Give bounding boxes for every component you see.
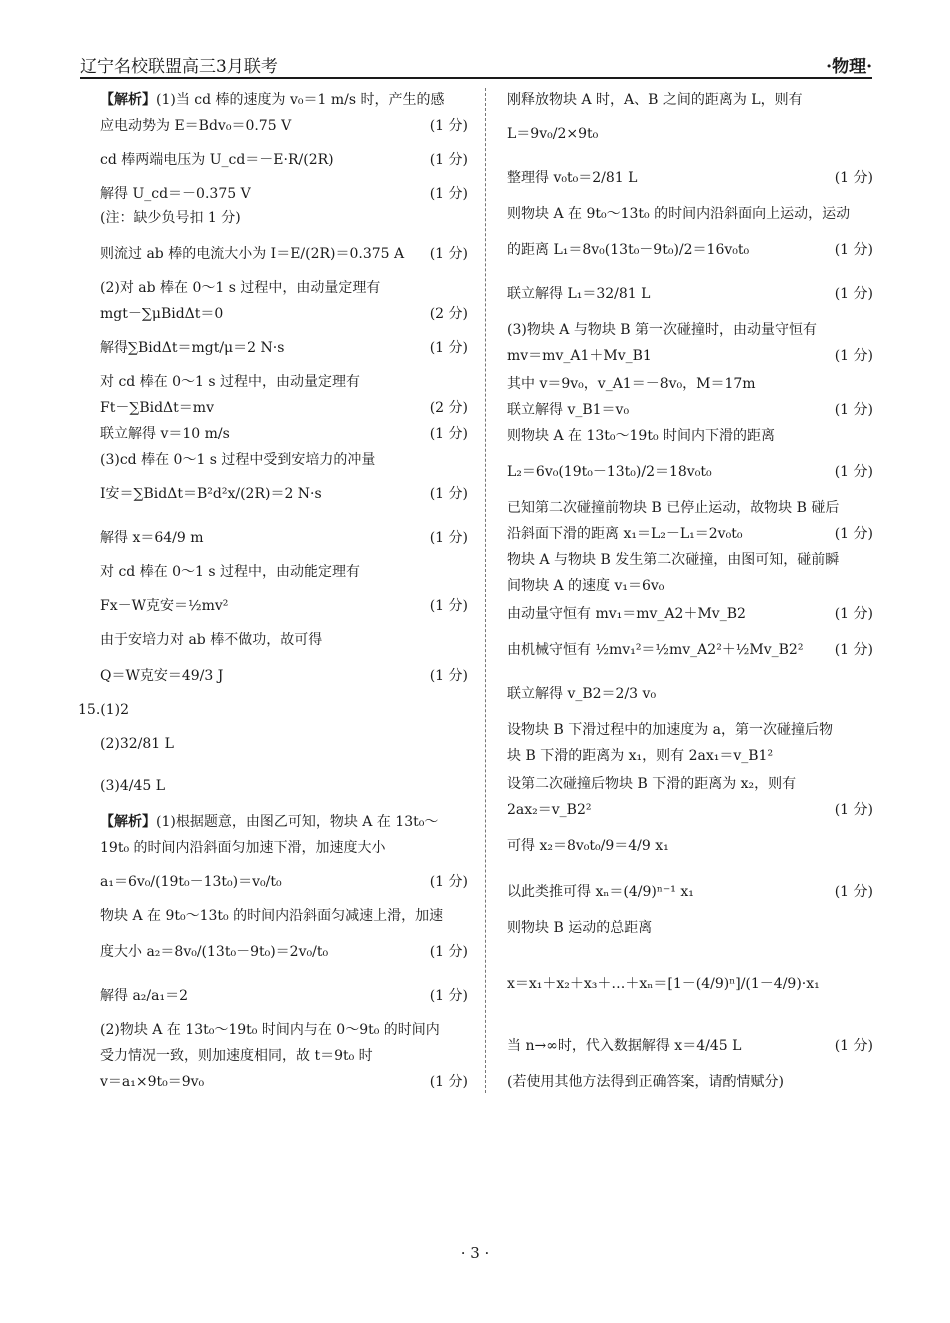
score-label: (1 分) <box>834 170 873 186</box>
line-text: 【解析】(1)根据题意，由图乙可知，物块 A 在 13t₀～ <box>100 814 439 830</box>
line-text: 【解析】(1)当 cd 棒的速度为 v₀＝1 m/s 时，产生的感 <box>100 92 445 108</box>
line-text: (3)4/45 L <box>100 778 166 794</box>
line-text: L＝9v₀/2×9t₀ <box>507 126 599 142</box>
line-text: 受力情况一致，则加速度相同，故 t＝9t₀ 时 <box>100 1048 373 1064</box>
line-text: 解得∑BidΔt＝mgt/μ＝2 N·s <box>100 340 285 356</box>
line-text: (3)cd 棒在 0～1 s 过程中受到安培力的冲量 <box>100 452 376 468</box>
line-text: 19t₀ 的时间内沿斜面匀加速下滑，加速度大小 <box>100 840 386 856</box>
line-text: 度大小 a₂＝8v₀/(13t₀－9t₀)＝2v₀/t₀ <box>100 944 329 960</box>
line-text: Q＝W克安＝49/3 J <box>100 668 224 684</box>
score-label: (1 分) <box>429 340 468 356</box>
score-label: (1 分) <box>429 246 468 262</box>
score-label: (1 分) <box>429 874 468 890</box>
line-text: 对 cd 棒在 0～1 s 过程中，由动量定理有 <box>100 374 361 390</box>
line-text: 设第二次碰撞后物块 B 下滑的距离为 x₂，则有 <box>507 776 797 792</box>
score-label: (1 分) <box>429 988 468 1004</box>
score-label: (1 分) <box>429 530 468 546</box>
line-text: 由于安培力对 ab 棒不做功，故可得 <box>100 632 323 648</box>
line-text: 联立解得 v_B2＝2/3 v₀ <box>507 686 657 702</box>
line-text: 解得 x＝64/9 m <box>100 530 204 546</box>
score-label: (1 分) <box>834 348 873 364</box>
line-text: 由动量守恒有 mv₁＝mv_A2＋Mv_B2 <box>507 606 746 622</box>
score-label: (1 分) <box>429 186 468 202</box>
line-text: 解得 a₂/a₁＝2 <box>100 988 188 1004</box>
line-text: mgt－∑μBidΔt＝0 <box>100 306 224 322</box>
line-text: (2)32/81 L <box>100 736 174 752</box>
line-text: L₂＝6v₀(19t₀－13t₀)/2＝18v₀t₀ <box>507 464 712 480</box>
line-text: 其中 v＝9v₀，v_A1＝－8v₀，M＝17m <box>507 376 756 392</box>
score-label: (1 分) <box>834 402 873 418</box>
score-label: (1 分) <box>429 118 468 134</box>
line-text: 由机械守恒有 ½mv₁²＝½mv_A2²＋½Mv_B2² <box>507 642 804 658</box>
score-label: (1 分) <box>429 668 468 684</box>
line-text: 15.(1)2 <box>78 702 130 718</box>
line-text: 则流过 ab 棒的电流大小为 I＝E/(2R)＝0.375 A <box>100 246 405 262</box>
page-number: · 3 · <box>460 1244 490 1262</box>
line-text: (2)对 ab 棒在 0～1 s 过程中，由动量定理有 <box>100 280 381 296</box>
line-text: 2ax₂＝v_B2² <box>507 802 592 818</box>
score-label: (1 分) <box>429 152 468 168</box>
line-text: (2)物块 A 在 13t₀～19t₀ 时间内与在 0～9t₀ 的时间内 <box>100 1022 440 1038</box>
line-text: 应电动势为 E＝Bdv₀＝0.75 V <box>100 118 292 134</box>
score-label: (1 分) <box>429 486 468 502</box>
line-text: 则物块 B 运动的总距离 <box>507 920 653 936</box>
line-text: 可得 x₂＝8v₀t₀/9＝4/9 x₁ <box>507 838 669 854</box>
score-label: (1 分) <box>834 802 873 818</box>
line-text: cd 棒两端电压为 U_cd＝－E·R/(2R) <box>100 152 334 168</box>
line-text: mv＝mv_A1＋Mv_B1 <box>507 348 652 364</box>
score-label: (1 分) <box>834 884 873 900</box>
line-text: 块 B 下滑的距离为 x₁，则有 2ax₁＝v_B1² <box>507 748 774 764</box>
score-label: (1 分) <box>834 242 873 258</box>
line-text: v＝a₁×9t₀＝9v₀ <box>100 1074 205 1090</box>
score-label: (1 分) <box>429 426 468 442</box>
subject-label: ·物理· <box>826 57 872 77</box>
line-text: I安＝∑BidΔt＝B²d²x/(2R)＝2 N·s <box>100 486 322 502</box>
line-text: 则物块 A 在 9t₀～13t₀ 的时间内沿斜面向上运动，运动 <box>507 206 851 222</box>
score-label: (2 分) <box>429 306 468 322</box>
line-text: Ft－∑BidΔt＝mv <box>100 400 214 416</box>
line-text: 已知第二次碰撞前物块 B 已停止运动，故物块 B 碰后 <box>507 500 840 516</box>
line-text: 联立解得 v＝10 m/s <box>100 426 230 442</box>
line-text: a₁＝6v₀/(19t₀－13t₀)＝v₀/t₀ <box>100 874 282 890</box>
score-label: (1 分) <box>834 642 873 658</box>
line-text: (若使用其他方法得到正确答案，请酌情赋分) <box>507 1074 784 1090</box>
score-label: (1 分) <box>429 598 468 614</box>
score-label: (1 分) <box>834 526 873 542</box>
line-text: 间物块 A 的速度 v₁＝6v₀ <box>507 578 665 594</box>
score-label: (1 分) <box>834 464 873 480</box>
line-text: 对 cd 棒在 0～1 s 过程中，由动能定理有 <box>100 564 361 580</box>
line-text: 则物块 A 在 13t₀～19t₀ 时间内下滑的距离 <box>507 428 776 444</box>
line-text: 物块 A 在 9t₀～13t₀ 的时间内沿斜面匀减速上滑，加速 <box>100 908 444 924</box>
line-text: 整理得 v₀t₀＝2/81 L <box>507 170 638 186</box>
score-label: (2 分) <box>429 400 468 416</box>
score-label: (1 分) <box>834 286 873 302</box>
line-text: x＝x₁＋x₂＋x₃＋…＋xₙ＝[1－(4/9)ⁿ]/(1－4/9)·x₁ <box>507 976 820 992</box>
line-text: (3)物块 A 与物块 B 第一次碰撞时，由动量守恒有 <box>507 322 818 338</box>
line-text: 的距离 L₁＝8v₀(13t₀－9t₀)/2＝16v₀t₀ <box>507 242 750 258</box>
line-text: 联立解得 v_B1＝v₀ <box>507 402 630 418</box>
column-divider <box>485 88 486 1093</box>
line-text: 物块 A 与物块 B 发生第二次碰撞，由图可知，碰前瞬 <box>507 552 840 568</box>
line-text: 刚释放物块 A 时，A、B 之间的距离为 L，则有 <box>507 92 803 108</box>
score-label: (1 分) <box>429 1074 468 1090</box>
line-text: 以此类推可得 xₙ＝(4/9)ⁿ⁻¹ x₁ <box>507 884 694 900</box>
line-text: (注：缺少负号扣 1 分) <box>100 210 241 226</box>
exam-title: 辽宁名校联盟高三3月联考 <box>80 57 278 77</box>
line-text: 联立解得 L₁＝32/81 L <box>507 286 651 302</box>
line-text: 当 n→∞时，代入数据解得 x＝4/45 L <box>507 1038 742 1054</box>
line-text: 解得 U_cd＝－0.375 V <box>100 186 251 202</box>
score-label: (1 分) <box>429 944 468 960</box>
line-text: 设物块 B 下滑过程中的加速度为 a，第一次碰撞后物 <box>507 722 833 738</box>
score-label: (1 分) <box>834 606 873 622</box>
page-header <box>80 52 872 78</box>
header-rule <box>80 77 872 79</box>
line-text: 沿斜面下滑的距离 x₁＝L₂－L₁＝2v₀t₀ <box>507 526 743 542</box>
score-label: (1 分) <box>834 1038 873 1054</box>
line-text: Fx－W克安＝½mv² <box>100 598 229 614</box>
